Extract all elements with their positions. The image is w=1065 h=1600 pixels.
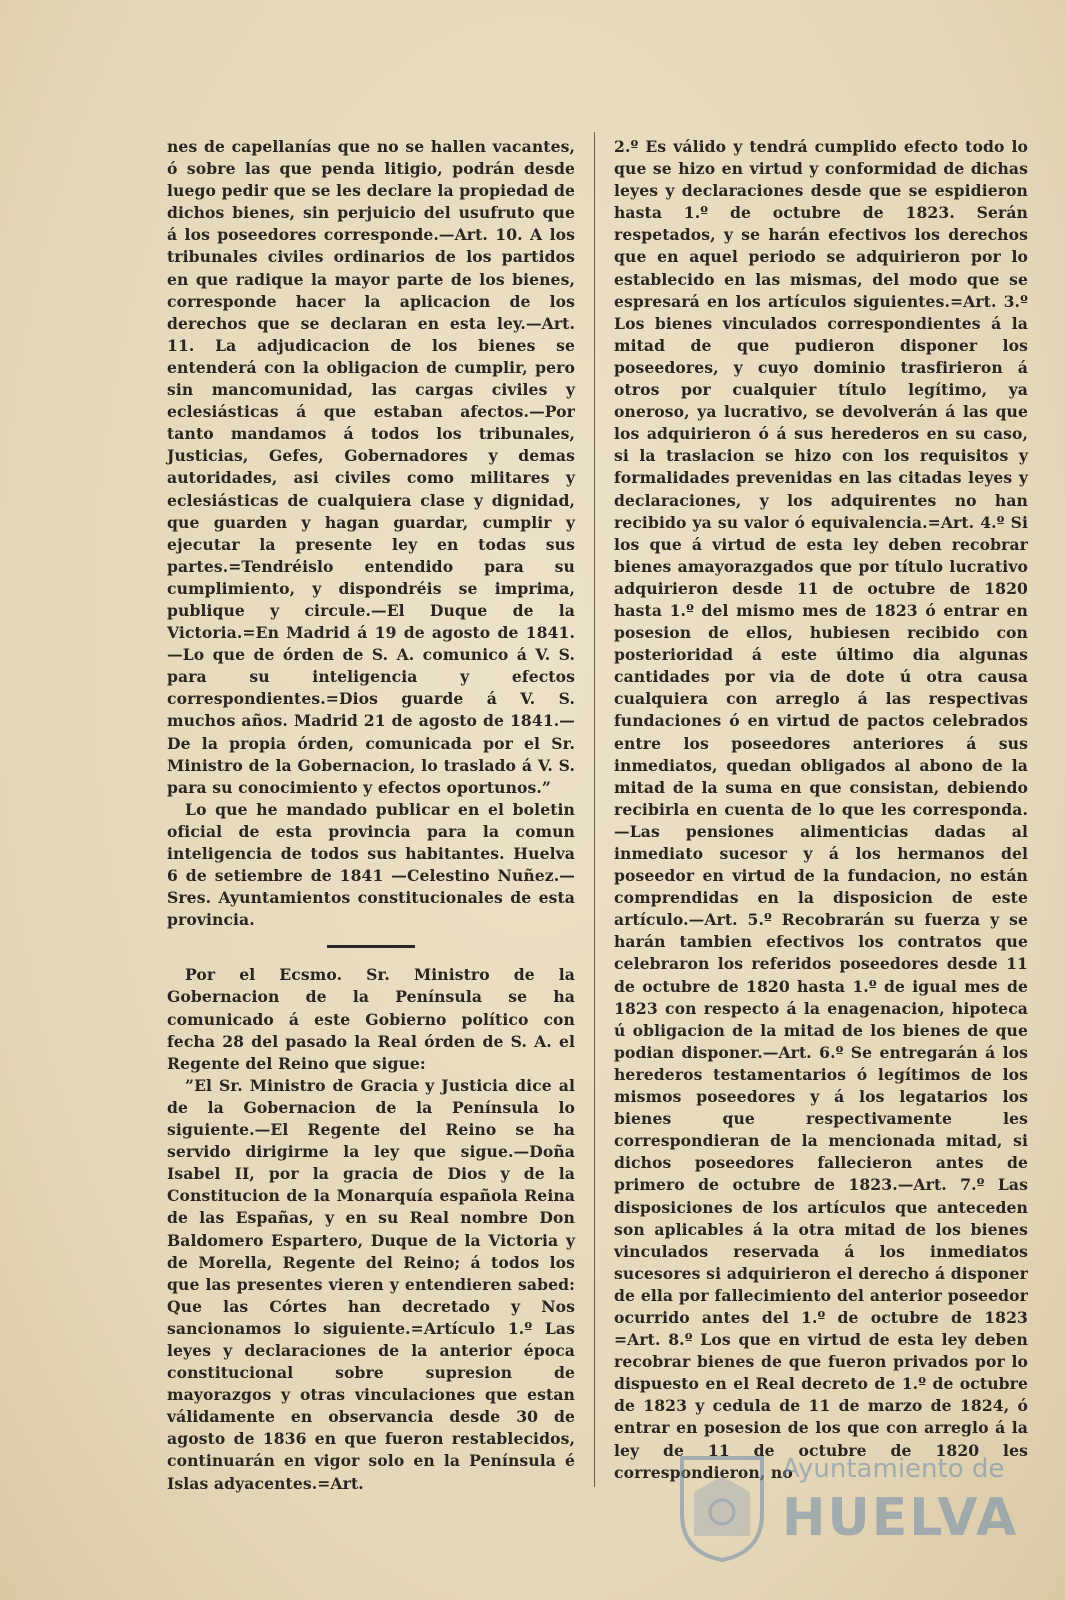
section-divider xyxy=(327,945,415,948)
paragraph: ”El Sr. Ministro de Gracia y Justicia dice al de la Gobernacion de la Península lo siguiente.—El Regente del Reino se ha servido dirigirme la ley que sigue.—Doña Isabel II, por la gracia de Dios y de la Constitucion de la Monarquía española Reina de las Españas, y en su Real nombre Don Baldomero Espartero, Duque de la Victoria y de Morella, Regente del Reino; á todos los que las presentes vieren y entendieren sabed: Que las Córtes han decretado y Nos sancionamos lo siguiente.=Artículo 1.º Las leyes y declaraciones de la anterior época constitucional sobre supresion de mayorazgos y otras vinculaciones que estan válidamente en observancia desde 30 de agosto de 1836 en que fueron restablecidos, continuarán en vigor solo en la Península é Islas adyacentes.=Art. xyxy=(167,1075,575,1493)
paragraph: Por el Ecsmo. Sr. Ministro de la Gobernacion de la Península se ha comunicado á este Gobierno político con fecha 28 del pasado la Real órden de S. A. el Regente del Reino que sigue: xyxy=(167,965,575,1073)
paragraph: 2.º Es válido y tendrá cumplido efecto todo lo que se hizo en virtud y conformidad de dichas leyes y declaraciones desde que se espidieron hasta 1.º de octubre de 1823. Serán respetados, y se harán efectivos los derechos que en aquel periodo se adquirieron por lo establecido en las mismas, del modo que se espresará en los artículos siguientes.=Art. 3.º Los bienes vinculados correspondientes á la mitad de que pudieron disponer los poseedores, y cuyo dominio trasfirieron á otros por cualquier título legítimo, ya oneroso, ya lucrativo, se devolverán á las que los adquirieron ó á sus herederos en su caso, si la traslacion se hizo con los requisitos y formalidades prevenidas en las citadas leyes y declaraciones, y los adquirentes no han recibido ya su valor ó equivalencia.=Art. 4.º Si los que á virtud de esta ley deben recobrar bienes amayorazgados que por título lucrativo adquirieron desde 11 de octubre de 1820 hasta 1.º del mismo mes de 1823 ó entrar en posesion de ellos, hubiesen recibido con posterioridad á este último dia algunas cantidades por via de dote ú otra causa cualquiera con arreglo á las respectivas fundaciones ó en virtud de pactos celebrados entre los poseedores anteriores á sus inmediatos, quedan obligados al abono de la mitad de la suma en que consistan, debiendo recibirla en cuenta de lo que les corresponda.—Las pensiones alimenticias dadas al inmediato sucesor y á los hermanos del poseedor en virtud de la fundacion, no están comprendidas en la disposicion de este artículo.—Art. 5.º Recobrarán su fuerza y se harán tambien efectivos los contratos que celebraron los referidos poseedores desde 11 de octubre de 1820 hasta 1.º de igual mes de 1823 con respecto á la enagenacion, hipoteca ú obligacion de la mitad de los bienes de que podian disponer.—Art. 6.º Se entregarán á los herederos testamentarios ó legítimos de los mismos poseedores y á los legatarios los bienes que respectivamente les correspondieran de la mencionada mitad, si dichos poseedores fallecieron antes de primero de octubre de 1823.—Art. 7.º Las disposiciones de los artículos que anteceden son aplicables á la otra mitad de los bienes vinculados reservada á los inmediatos sucesores si adquirieron el derecho á disponer de ella por fallecimiento del anterior poseedor ocurrido antes del 1.º de octubre de 1823 =Art. 8.º Los que en virtud de esta ley deben recobrar bienes de que fueron privados por lo dispuesto en el Real decreto de 1.º de octubre de 1823 y cedula de 11 de marzo de 1824, ó entrar en posesion de los que con arreglo á la ley de 11 de octubre de 1820 les correspondieron, no xyxy=(614,137,1028,1482)
watermark-line2: HUELVA xyxy=(782,1488,1019,1548)
paragraph: Lo que he mandado publicar en el boletin oficial de esta provincia para la comun inteligencia de todos sus habitantes. Huelva 6 de setiembre de 1841 —Celestino Nuñez.— Sres. Ayuntamientos constitucionales de esta provincia. xyxy=(167,799,575,930)
watermark xyxy=(652,1448,1019,1568)
seal-icon xyxy=(672,1452,772,1564)
right-column xyxy=(614,136,1028,1484)
watermark-line1: Ayuntamiento de xyxy=(782,1454,1005,1484)
left-column xyxy=(167,136,575,1495)
paragraph: nes de capellanías que no se hallen vacantes, ó sobre las que penda litigio, podrán desde luego pedir que se les declare la propiedad de dichos bienes, sin perjuicio del usufruto que á los poseedores corresponde.—Art. 10. A los tribunales civiles ordinarios de los partidos en que radique la mayor parte de los bienes, corresponde hacer la aplicacion de los derechos que se declaran en esta ley.—Art. 11. La adjudicacion de los bienes se entenderá con la obligacion de cumplir, pero sin mancomunidad, las cargas civiles y eclesiásticas á que estaban afectos.—Por tanto mandamos á todos los tribunales, Justicias, Gefes, Gobernadores y demas autoridades, asi civiles como militares y eclesiásticas de cualquiera clase y dignidad, que guarden y hagan guardar, cumplir y ejecutar la presente ley en todas sus partes.=Tendréislo entendido para su cumplimiento, y dispondréis se imprima, publique y circule.—El Duque de la Victoria.=En Madrid á 19 de agosto de 1841.—Lo que de órden de S. A. comunico á V. S. para su inteligencia y efectos correspondientes.=Dios guarde á V. S. muchos años. Madrid 21 de agosto de 1841.—De la propia órden, comunicada por el Sr. Ministro de la Gobernacion, lo traslado á V. S. para su conocimiento y efectos oportunos.” xyxy=(167,137,575,797)
column-rule xyxy=(594,132,595,1487)
